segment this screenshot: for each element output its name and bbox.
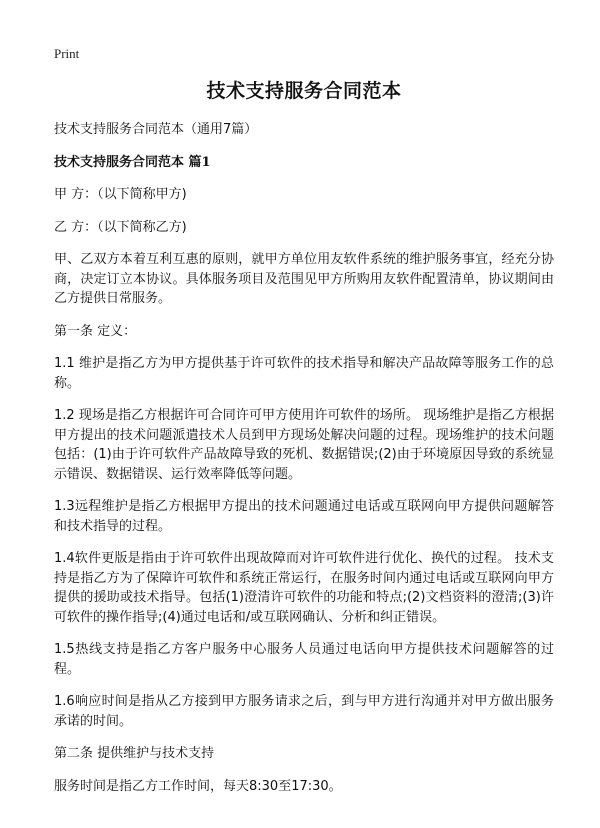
document-body [54,78,554,809]
document-title: 技术支持服务合同范本 [206,80,402,102]
party-a-line: 甲 方：（以下简称甲方) [54,187,187,202]
definition-1-6: 1.6响应时间是指从乙方接到甲方服务请求之后，到与甲方进行沟通并对甲方做出服务承诺的时间。 [54,694,554,729]
article-1-title: 第一条 定义： [54,323,137,339]
intro-paragraph: 甲、乙双方本着互利互惠的原则，就甲方单位用友软件系统的维护服务事宜，经充分协商，决定订立本协议。具体服务项目及范围见甲方所购用友软件配置清单，协议期间由乙方提供日常服务。 [54,252,554,306]
definition-1-2: 1.2 现场是指乙方根据许可合同许可甲方使用许可软件的场所。 现场维护是指乙方根据甲方提出的技术问题派遣技术人员到甲方现场处解决问题的过程。现场维护的技术问题包括：(1)由于许可软件产品故障导致的死机、数据错误;(2)由于环境原因导致的系统显示错误、数据错误、运行效率降低等问题。 [54,408,554,482]
party-b-line: 乙 方：（以下简称乙方) [54,219,187,235]
definition-1-4: 1.4软件更版是指由于许可软件出现故障而对许可软件进行优化、换代的过程。 技术支持是指乙方为了保障许可软件和系统正常运行，在服务时间内通过电话或互联网向甲方提供的援助或技术指导。包括(1)澄清许可软件的功能和特点;(2)文档资料的澄清;(3)许可软件的操作指导;(4)通过电话和/或互联网确认、分析和纠正错误。 [54,551,554,625]
print-link[interactable]: Print [54,46,80,61]
service-time-paragraph: 服务时间是指乙方工作时间，每天8:30至17:30。 [54,778,342,794]
definition-1-5: 1.5热线支持是指乙方客户服务中心服务人员通过电话向甲方提供技术问题解答的过程。 [54,642,554,677]
definition-1-3: 1.3远程维护是指乙方根据甲方提出的技术问题通过电话或互联网向甲方提供问题解答和技术指导的过程。 [54,499,554,534]
section-heading: 技术支持服务合同范本 篇1 [54,154,211,170]
article-2-title: 第二条 提供维护与技术支持 [54,746,215,761]
document-subtitle: 技术支持服务合同范本（通用7篇） [54,122,258,137]
definition-1-1: 1.1 维护是指乙方为甲方提供基于许可软件的技术指导和解决产品故障等服务工作的总称。 [54,356,554,391]
